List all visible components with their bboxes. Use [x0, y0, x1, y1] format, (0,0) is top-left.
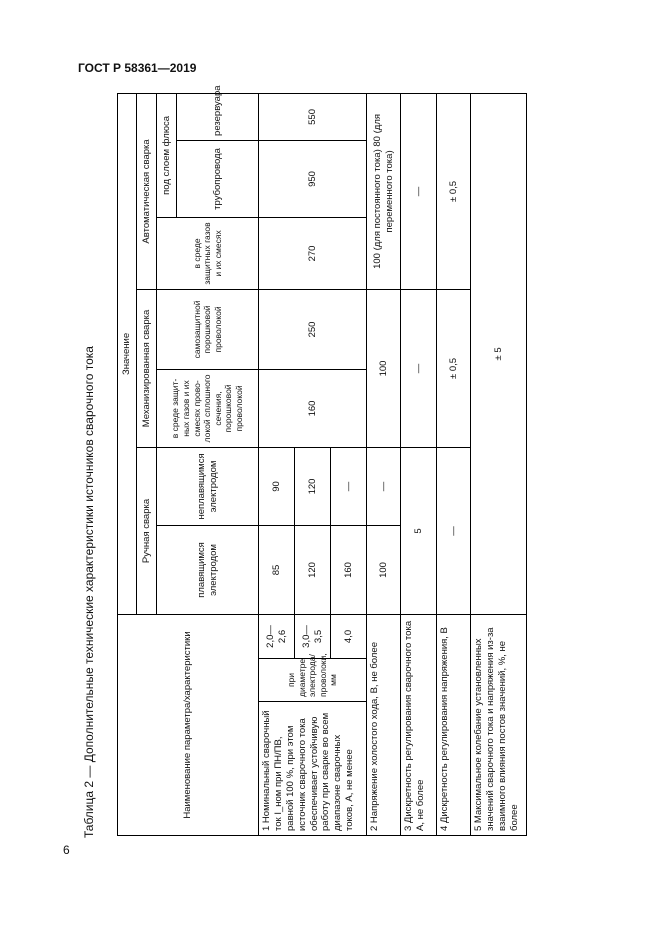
row1-manual-cons-3: 160 [331, 525, 367, 614]
header-auto-pipeline: трубопровода [177, 140, 259, 217]
row1-diam-1: 2,0—2,6 [259, 614, 295, 658]
row2-auto: 100 (для постоянного тока) 80 (для переменного тока) [367, 93, 401, 289]
row1-diam-3: 4,0 [331, 614, 367, 658]
rotated-table-wrapper [117, 85, 520, 836]
header-auto-welding: Автоматическая сварка [137, 93, 157, 289]
header-manual-nonconsumable: неплавящимся электродом [157, 447, 259, 525]
row1-manual-noncons-2: 120 [295, 447, 331, 525]
row1-auto-pipe: 950 [259, 140, 367, 217]
row1-auto-tank: 550 [259, 93, 367, 140]
header-manual-consumable: плавящимся электродом [157, 525, 259, 614]
row4-manual: — [437, 447, 471, 614]
header-submerged-flux: под слоем флюса [157, 93, 177, 217]
row5-name: 5 Максимальное колебание установленных значений сварочного тока и напряжения из-за взаимного влияния постов значений, %, не более [471, 614, 527, 835]
row4-auto: ± 0,5 [437, 93, 471, 289]
row1-diam-2: 3,0—3,5 [295, 614, 331, 658]
row1-mech-gas: 160 [259, 369, 367, 447]
row3-auto: — [401, 93, 437, 289]
header-manual-welding: Ручная сварка [137, 447, 157, 614]
page-number: 6 [63, 843, 70, 857]
row2-name: 2 Напряжение холостого хода, В, не более [367, 614, 401, 835]
row5-value: ± 5 [471, 93, 527, 614]
header-param-name: Наименование параметра/характеристики [118, 614, 259, 835]
row1-manual-cons-1: 85 [259, 525, 295, 614]
header-auto-tank: резервуара [177, 93, 259, 140]
row4-mech: ± 0,5 [437, 289, 471, 447]
header-value: Значение [118, 93, 137, 614]
row3-name: 3 Дискретность регулирования сварочного тока А, не более [401, 614, 437, 835]
header-auto-gas: в среде защитных газов и их смесях [157, 217, 259, 289]
header-mech-selfshield: самозащитной порошковой проволокой [157, 289, 259, 369]
characteristics-table [117, 85, 527, 836]
row1-diameter-label: при диаметре электрода/ проволоки, мм [259, 659, 367, 702]
row1-manual-noncons-1: 90 [259, 447, 295, 525]
row2-manual-noncons: — [367, 447, 401, 525]
row1-auto-gas: 270 [259, 217, 367, 289]
row3-mech: — [401, 289, 437, 447]
row3-manual: 5 [401, 447, 437, 614]
row1-manual-noncons-3: — [331, 447, 367, 525]
row2-mech: 100 [367, 289, 401, 447]
document-id-header: ГОСТ Р 58361—2019 [78, 61, 197, 75]
row2-manual-cons: 100 [367, 525, 401, 614]
table-caption: Таблица 2 — Дополнительные технические характеристики источников сварочного тока [82, 346, 96, 838]
header-mech-welding: Механизированная сварка [137, 289, 157, 447]
row1-name: 1 Номинальный сварочный ток I_ном при ПН/ПВ, равной 100 %, при этом источник сварочного тока обеспечивает устойчивую работу при сварке во всем диапазоне сварочных токов, А, не менее [259, 702, 367, 836]
header-mech-gas: в среде защитных газов и их смесях проволокой сплошного сечения, порошковой проволокой [157, 369, 259, 447]
row1-mech-selfshield: 250 [259, 289, 367, 369]
row4-name: 4 Дискретность регулирования напряжения, В [437, 614, 471, 835]
row1-manual-cons-2: 120 [295, 525, 331, 614]
